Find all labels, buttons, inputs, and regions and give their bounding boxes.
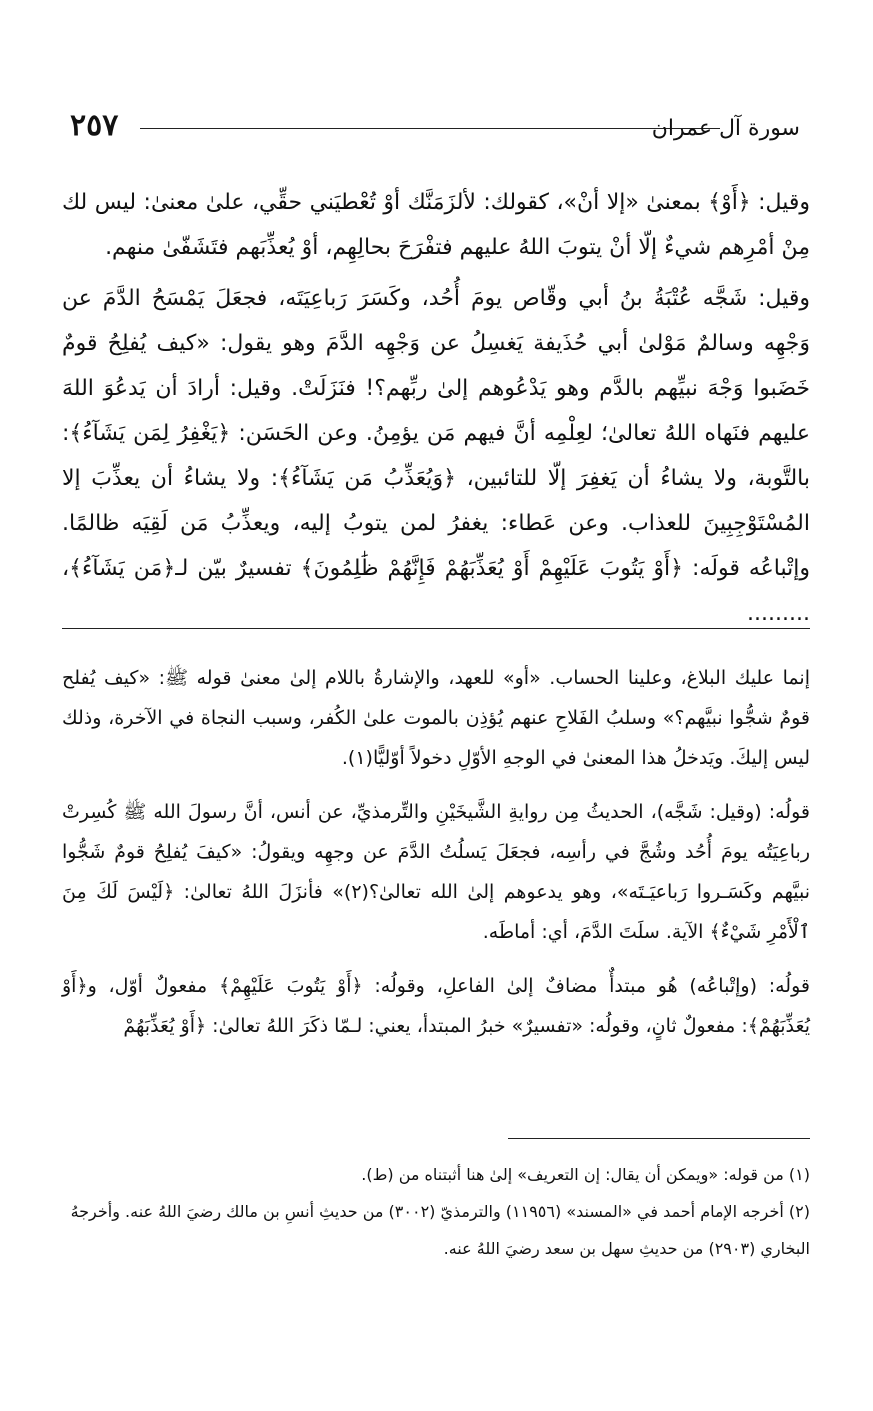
footnote-item: (٢) أخرجه الإمام أحمد في «المسند» (١١٩٥٦) والترمذيّ (٣٠٠٢) من حديثِ أنسِ بن مالك رضيَ اللهُ عنه. وأخرجهُ البخاري (٢٩٠٣) من حديثِ سهل بن سعد رضيَ اللهُ عنه. — [70, 1202, 810, 1258]
footnotes — [62, 1156, 810, 1267]
main-paragraph: وقيل: ﴿أَوْ﴾ بمعنىٰ «إلا أنْ»، كقولك: لألزَمَنَّك أوْ تُعْطيَني حقِّي، علىٰ معنىٰ: ليس لك مِنْ أمْرِهم شيءٌ إلّا أنْ يتوبَ اللهُ عليهم فتفْرَحَ بحالِهِم، أوْ يُعذِّبَهم فتَشَفّىٰ منهم. — [62, 190, 810, 260]
commentary-paragraph: إنما عليك البلاغ، وعلينا الحساب. «أو» للعهد، والإشارةُ باللام إلىٰ معنىٰ قوله ﷺ: «كيف يُفلح قومٌ شجُّوا نبيَّهم؟» وسلبُ الفَلاحِ عنهم يُؤذِن بالموت علىٰ الكُفر، وسبب النجاة في الآخرة، وذلك ليس إليكَ. ويَدخلُ هذا المعنىٰ في الوجهِ الأوّلِ دخولاً أوّليًّا(١). — [62, 667, 810, 769]
commentary-text — [62, 658, 810, 1060]
page-number: ٢٥٧ — [70, 108, 119, 143]
page-header — [70, 108, 800, 158]
footnote-item: (١) من قوله: «ويمكن أن يقال: إن التعريف» إلىٰ هنا أثبتناه من (ط). — [361, 1165, 810, 1184]
main-text — [62, 180, 810, 642]
commentary-paragraph: قولُه: (وقيل: شَجَّه)، الحديثُ مِن روايةِ الشَّيخَيْنِ والتِّرمذيِّ، عن أنس، أنَّ رسولَ الله ﷺ كُسِرتْ رباعِيَتُه يومَ أُحُد وشُجَّ في رأسِه، فجعَلَ يَسلُتُ الدَّمَ عن وجهِه ويقولُ: «كيفَ يُفلِحُ قومٌ شَجُّوا نبيَّهم وكَسَـروا رَباعيَـتَه»، وهو يدعوهم إلىٰ الله تعالىٰ؟(٢)» فأنزَلَ اللهُ تعالىٰ: ﴿لَيْسَ لَكَ مِنَ ٱلْأَمْرِ شَيْءٌ﴾ الآية. سلَتَ الدَّمَ، أي: أماطَه. — [62, 801, 811, 943]
header-rule — [140, 128, 720, 129]
footnote-separator-rule — [508, 1138, 810, 1139]
main-separator-rule — [62, 628, 810, 629]
main-paragraph: وقيل: شَجَّه عُتْبَةُ بنُ أبي وقّاص يومَ أُحُد، وكَسَرَ رَباعِيَتَه، فجعَلَ يَمْسَحُ الدَّمَ عن وَجْهِه وسالمٌ مَوْلىٰ أبي حُذَيفة يَغسِلُ عن وَجْهِه الدَّمَ وهو يقول: «كيف يُفلِحُ قومٌ خَضَبوا وَجْهَ نبيِّهم بالدَّم وهو يَدْعُوهم إلىٰ ربِّهم؟! فنَزَلَتْ. وقيل: أرادَ أن يَدعُوَ اللهَ عليهم فنَهاه اللهُ تعالىٰ؛ لعِلْمِه أنَّ فيهم مَن يؤمِنُ. وعن الحَسَن: ﴿يَغْفِرُ لِمَن يَشَآءُ﴾: بالتَّوبة، ولا يشاءُ أن يَغفِرَ إلّا للتائبين، ﴿وَيُعَذِّبُ مَن يَشَآءُ﴾: ولا يشاءُ أن يعذِّبَ إلا المُسْتَوْجِبِينَ للعذاب. وعن عَطاء: يغفرُ لمن يتوبُ إليه، ويعذِّبُ مَن لَقِيَه ظالمًا. وإتْباعُه قولَه: ﴿أَوْ يَتُوبَ عَلَيْهِمْ أَوْ يُعَذِّبَهُمْ فَإِنَّهُمْ ظَٰلِمُونَ﴾ تفسيرٌ بيّن لـ﴿مَن يَشَآءُ﴾، ......... — [62, 286, 810, 626]
surah-title: سورة آل عمران — [651, 116, 800, 141]
commentary-paragraph: قولُه: (وإتْباعُه) هُو مبتدأٌ مضافٌ إلىٰ الفاعلِ، وقولُه: ﴿أَوْ يَتُوبَ عَلَيْهِمْ﴾ مفعولٌ أوّل، و﴿أَوْ يُعَذِّبَهُمْ﴾: مفعولٌ ثانٍ، وقولُه: «تفسيرٌ» خبرُ المبتدأ، يعني: لـمّا ذكَرَ اللهُ تعالىٰ: ﴿أَوْ يُعَذِّبَهُمْ — [62, 975, 810, 1037]
